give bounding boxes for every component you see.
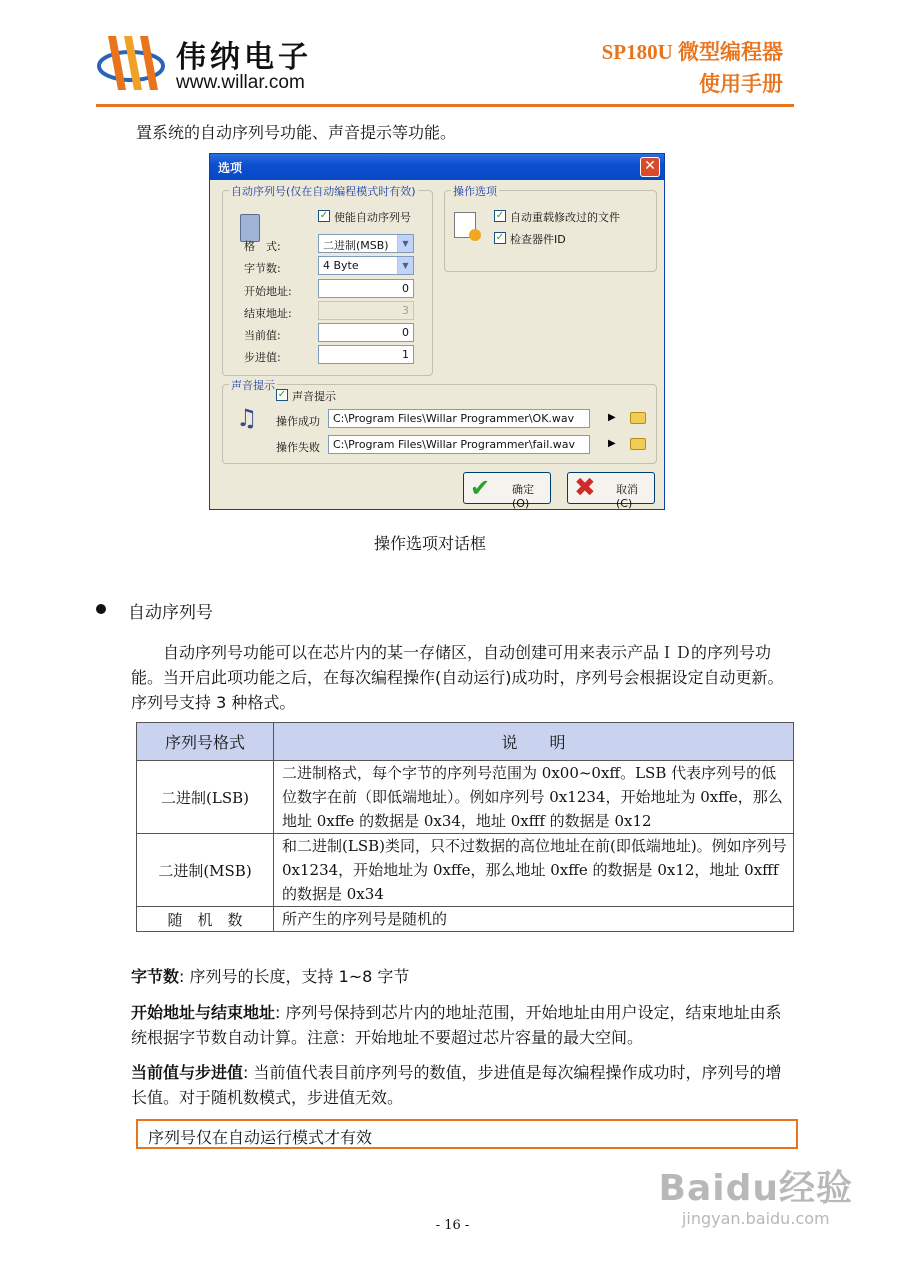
table-row <box>137 761 794 834</box>
bullet-icon <box>96 604 106 614</box>
cross-icon: ✖ <box>574 473 596 503</box>
options-dialog <box>209 153 665 510</box>
format-select[interactable] <box>318 234 414 253</box>
watermark-brand: Baidu经验 <box>658 1168 853 1209</box>
document-title-line1: SP180U 微型编程器 <box>601 40 783 64</box>
document-settings-icon <box>454 212 476 238</box>
serial-group-legend: 自动序列号(仅在自动编程模式时有效) <box>231 185 416 198</box>
start-address-input[interactable]: 0 <box>318 279 414 298</box>
bytes-label: 字节数: <box>244 262 281 275</box>
table-cell-format: 二进制(LSB) <box>137 761 274 834</box>
watermark-url: jingyan.baidu.com <box>681 1209 830 1228</box>
section-title: 自动序列号 <box>128 603 213 623</box>
sound-enable-label: 声音提示 <box>292 390 336 403</box>
value-note-term: 当前值与步进值 <box>131 1063 244 1082</box>
table-row <box>137 907 794 932</box>
page-number: - 16 - <box>435 1218 470 1233</box>
check-id-checkbox[interactable]: ✓ <box>495 232 505 243</box>
dialog-title: 选项 <box>218 161 243 175</box>
table-cell-description: 所产生的序列号是随机的 <box>274 907 794 932</box>
document-title-line2: 使用手册 <box>699 72 783 96</box>
table-header-row <box>137 723 794 761</box>
address-note <box>131 1000 795 1050</box>
enable-serial-checkbox[interactable]: ✓ <box>319 210 329 221</box>
sound-enable-checkbox[interactable]: ✓ <box>277 389 287 400</box>
current-value-label: 当前值: <box>244 329 281 342</box>
section-paragraph: 自动序列号功能可以在芯片内的某一存储区，自动创建可用来表示产品ＩＤ的序列号功能。当开启此项功能之后，在每次编程操作(自动运行)成功时，序列号会根据设定自动更新。序列号支持 3 种格式。 <box>131 643 784 712</box>
checkmark-icon: ✔ <box>470 474 491 502</box>
operations-group-legend: 操作选项 <box>453 185 497 198</box>
intro-text: 置系统的自动序列号功能、声音提示等功能。 <box>136 123 457 142</box>
notice-box: 序列号仅在自动运行模式才有效 <box>136 1119 798 1149</box>
start-address-label: 开始地址: <box>244 285 292 298</box>
cancel-button[interactable] <box>567 472 655 510</box>
close-button[interactable]: ✕ <box>640 157 660 177</box>
brand-url: www.willar.com <box>176 72 305 93</box>
fail-sound-path-input[interactable]: C:\Program Files\Willar Programmer\fail.wav <box>328 435 590 454</box>
ok-button-label: 确定(O) <box>512 483 534 510</box>
document-title <box>602 36 783 100</box>
cancel-button-label: 取消(C) <box>616 483 638 510</box>
check-id-label: 检查器件ID <box>510 233 566 246</box>
table-cell-format: 随 机 数 <box>137 907 274 932</box>
table-header-format: 序列号格式 <box>137 723 274 761</box>
value-note-text: : 当前值代表目前序列号的数值，步进值是每次编程操作成功时，序列号的增长值。对于随机数模式，步进值无效。 <box>131 1063 782 1107</box>
play-icon[interactable]: ▶ <box>608 438 616 449</box>
sound-group-legend: 声音提示 <box>231 379 275 392</box>
auto-reload-label: 自动重载修改过的文件 <box>510 211 620 224</box>
play-icon[interactable]: ▶ <box>608 412 616 423</box>
chevron-down-icon[interactable]: ▼ <box>397 235 413 252</box>
figure-caption: 操作选项对话框 <box>374 534 487 553</box>
bytes-note-term: 字节数 <box>131 967 180 986</box>
success-sound-path-input[interactable]: C:\Program Files\Willar Programmer\OK.wav <box>328 409 590 428</box>
table-cell-description: 和二进制(LSB)类同，只不过数据的高位地址在前(即低端地址)。例如序列号 0x1234，开始地址为 0xffe，那么地址 0xffe 的数据是 0x12，地址 0xfff 的数据是 0x34 <box>274 834 794 907</box>
bytes-select[interactable] <box>318 256 414 275</box>
willar-logo-icon <box>96 28 166 98</box>
end-address-label: 结束地址: <box>244 307 292 320</box>
folder-icon[interactable] <box>630 438 646 450</box>
table-cell-description: 二进制格式，每个字节的序列号范围为 0x00~0xff。LSB 代表序列号的低位数字在前（即低端地址）。例如序列号 0x1234，开始地址为 0xffe，那么地址 0xffe 的数据是 0x34，地址 0xfff 的数据是 0x12 <box>274 761 794 834</box>
bytes-value: 4 Byte <box>323 259 359 272</box>
dialog-titlebar <box>210 154 664 180</box>
serial-format-table <box>136 722 794 932</box>
value-note <box>131 1060 795 1110</box>
bytes-note <box>131 964 795 989</box>
folder-icon[interactable] <box>630 412 646 424</box>
format-value: 二进制(MSB) <box>323 239 389 252</box>
brand-name: 伟纳电子 <box>176 40 312 75</box>
end-address-input: 3 <box>318 301 414 320</box>
header-divider <box>96 104 794 107</box>
success-sound-label: 操作成功 <box>276 415 320 428</box>
format-label: 格 式: <box>244 240 281 253</box>
chevron-down-icon[interactable]: ▼ <box>397 257 413 274</box>
step-value-input[interactable]: 1 <box>318 345 414 364</box>
table-row <box>137 834 794 907</box>
enable-serial-label: 使能自动序列号 <box>334 211 411 224</box>
fail-sound-label: 操作失败 <box>276 441 320 454</box>
address-note-text: : 序列号保持到芯片内的地址范围，开始地址由用户设定，结束地址由系统根据字节数自动计算。注意：开始地址不要超过芯片容量的最大空间。 <box>131 1003 782 1047</box>
ok-button[interactable] <box>463 472 551 510</box>
speaker-icon: ♫ <box>236 404 258 432</box>
address-note-term: 开始地址与结束地址 <box>131 1003 276 1022</box>
step-value-label: 步进值: <box>244 351 281 364</box>
bytes-note-text: : 序列号的长度，支持 1~8 字节 <box>179 967 410 986</box>
auto-reload-checkbox[interactable]: ✓ <box>495 210 505 221</box>
table-header-description: 说 明 <box>274 723 794 761</box>
current-value-input[interactable]: 0 <box>318 323 414 342</box>
table-cell-format: 二进制(MSB) <box>137 834 274 907</box>
